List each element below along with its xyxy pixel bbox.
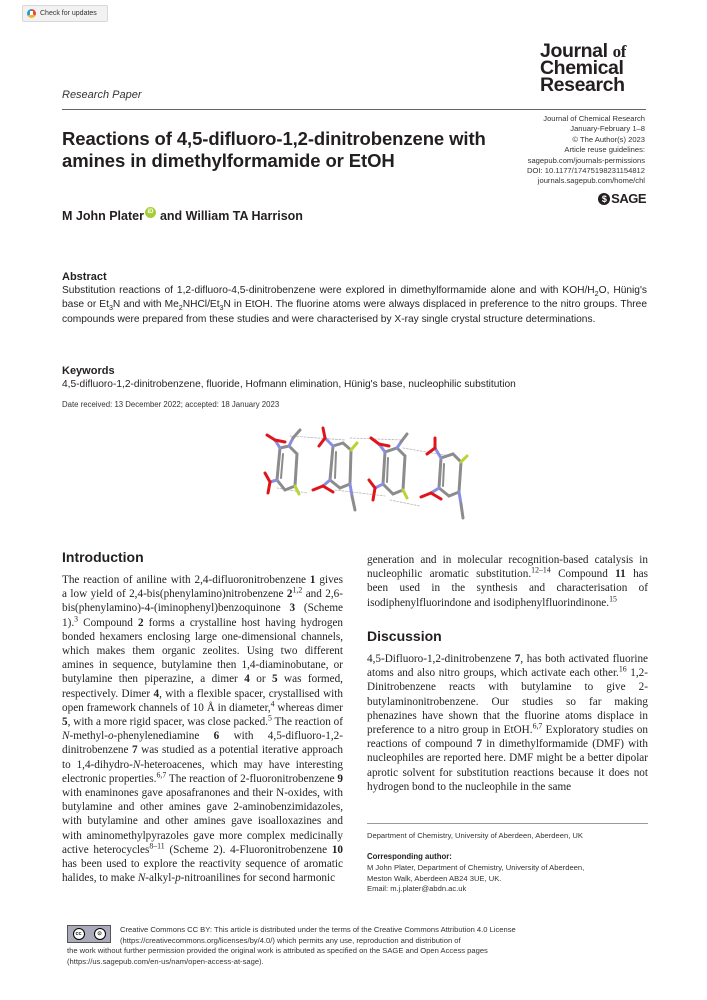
- publication-meta: [470, 114, 645, 187]
- author-list: [62, 209, 303, 223]
- discussion-heading: Discussion: [367, 628, 442, 644]
- meta-journal: Journal of Chemical Research: [543, 114, 645, 123]
- meta-journal-home-link[interactable]: journals.sagepub.com/home/chl: [537, 176, 645, 186]
- meta-doi-link[interactable]: DOI: 10.1177/17475198231154812: [527, 166, 645, 176]
- license-line-2: (https://creativecommons.org/licenses/by/4.0/) which permits any use, reproduction and distribution of: [120, 935, 461, 945]
- license-line-1: Creative Commons CC BY: This article is distributed under the terms of the Creative Commons Attribution 4.0 License: [120, 925, 516, 934]
- journal-logo-line2: Chemical: [540, 57, 624, 79]
- article-type: Research Paper: [62, 89, 142, 101]
- affiliation: Department of Chemistry, University of Aberdeen, Aberdeen, UK: [367, 831, 583, 840]
- meta-issue: January-February 1–8: [570, 124, 645, 134]
- corresponding-details: [367, 863, 652, 895]
- introduction-heading: Introduction: [62, 549, 144, 565]
- keywords-text: 4,5-difluoro-1,2-dinitrobenzene, fluoride, Hofmann elimination, Hünig's base, nucleophilic substitution: [62, 379, 516, 390]
- corresponding-email[interactable]: Email: m.j.plater@abdn.ac.uk: [367, 884, 467, 893]
- abstract-text: Substitution reactions of 1,2-difluoro-4,5-dinitrobenzene were explored in dimethylformamide alone and with KOH/$H_2O$, Hünig's base or $Et_3N$ and with $Me_2NHCl/Et_3N$ in EtOH. The fluorine atoms were always displaced in preference to the nitro groups. Three compounds were prepared from these studies and were characterised by X-ray single crystal structure determinations.: [62, 285, 647, 325]
- journal-logo-line3: Research: [540, 74, 625, 96]
- header-divider: [62, 109, 646, 110]
- author-plater: M John Plater: [62, 209, 144, 223]
- cc-icon: cc: [73, 928, 85, 940]
- cc-by-logo[interactable]: [67, 925, 111, 943]
- sage-s-icon: $: [598, 193, 610, 205]
- meta-reuse: Article reuse guidelines:: [564, 145, 645, 155]
- introduction-continuation: generation and in molecular recognition-based catalysis in nucleophilic aromatic substitution.$^{12-14}$ Compound 11 has been used in the synthesis and characterisation of isodiphenylfluorindone and isodiphenylfluorindinone.$^{15}$: [367, 554, 648, 609]
- author-harrison: and William TA Harrison: [159, 209, 303, 223]
- sage-logo: [598, 191, 646, 206]
- affiliation-divider: [367, 823, 648, 824]
- article-dates: Date received: 13 December 2022; accepted: 18 January 2023: [62, 400, 280, 409]
- article-title: Reactions of 4,5-difluoro-1,2-dinitrobenzene with amines in dimethylformamide or EtOH: [62, 128, 486, 171]
- by-person-icon: ⊙: [94, 928, 106, 940]
- corresponding-line-1: M John Plater, Department of Chemistry, University of Aberdeen,: [367, 863, 585, 872]
- corresponding-line-2: Meston Walk, Aberdeen AB24 3UE, UK.: [367, 873, 502, 883]
- license-line-3: the work without further permission provided the original work is attributed as specified on the SAGE and Open Access pages: [67, 946, 488, 955]
- meta-permissions-link[interactable]: sagepub.com/journals-permissions: [527, 155, 645, 165]
- crossmark-icon: [27, 9, 36, 18]
- orcid-icon[interactable]: iD: [145, 207, 156, 218]
- abstract-heading: Abstract: [62, 271, 107, 283]
- journal-logo-of: of: [612, 42, 627, 61]
- corresponding-heading: Corresponding author:: [367, 852, 452, 861]
- check-for-updates-button[interactable]: [22, 5, 108, 22]
- discussion-text: 4,5-Difluoro-1,2-dinitrobenzene 7, has both activated fluorine atoms and also nitro groups, which activate each other.$^{16}$ 1,2-Dinitrobenzene reacts with butylamine to give 2-butylaminonitrobenzene. Our studies so far making phenazines have shown that the fluorine atoms displace in preference to a nitro group in EtOH.$^{6,7}$ Exploratory studies on reactions of compound 7 in dimethylformamide (DMF) with nucleophiles are reported here. DMF might be a better dipolar aprotic solvent for substitution reactions because it does not hydrogen bond to the nucleophile in the same: [367, 653, 649, 793]
- keywords-heading: Keywords: [62, 365, 115, 377]
- crystal-structure-figure: [255, 418, 490, 523]
- journal-logo-line1: Journal: [540, 40, 608, 62]
- license-text: [120, 925, 650, 946]
- introduction-text: The reaction of aniline with 2,4-difluoronitrobenzene 1 gives a low yield of 2,4-bis(phenylamino)nitrobenzene 2$^{1,2}$ and 2,6-bis(phenylamino)-4-(iminophenyl)benzoquinone 3 (Scheme 1).$^3$ Compound 2 forms a crystalline host having hydrogen bonded hexamers enclosing large one-dimensional channels, which makes them organic zeolites. Using two different amines in sequence, butylamine then 1,4-diaminobutane, or butylamine then piperazine, a dimer 4 or 5 was formed, respectively. Dimer 4, with a flexible spacer, crystallised with open framework channels of 10 Å in diameter,$^4$ whereas dimer 5, with a more rigid spacer, was close packed.$^5$ The reaction of N-methyl-o-phenylenediamine 6 with 4,5-difluoro-1,2-dinitrobenzene 7 was studied as a potential iterative approach to 1,4-dihydro-N-heteroacenes, which may have interesting electronic properties.$^{6,7}$ The reaction of 2-fluoronitrobenzene 9 with enaminones gave aposafranones and their N-oxides, with butylamine and other amines gave 2-aminobenzimidazoles, with butylamine and other amines gave isoalloxazines and with aminomethylpyrazoles gave more complex medicinally active heterocycles$^{8-11}$ (Scheme 2). 4-Fluoronitrobenzene 10 has been used to explore the reactivity sequence of aromatic halides, to make N-alkyl-p-nitroanilines for second harmonic: [62, 574, 344, 885]
- license-line-4: (https://us.sagepub.com/en-us/nam/open-access-at-sage).: [67, 956, 264, 966]
- meta-copyright: © The Author(s) 2023: [572, 134, 645, 144]
- license-text-continued: [67, 946, 667, 967]
- check-for-updates-label: Check for updates: [40, 10, 97, 17]
- sage-label: SAGE: [611, 191, 646, 206]
- journal-logo: [540, 40, 660, 96]
